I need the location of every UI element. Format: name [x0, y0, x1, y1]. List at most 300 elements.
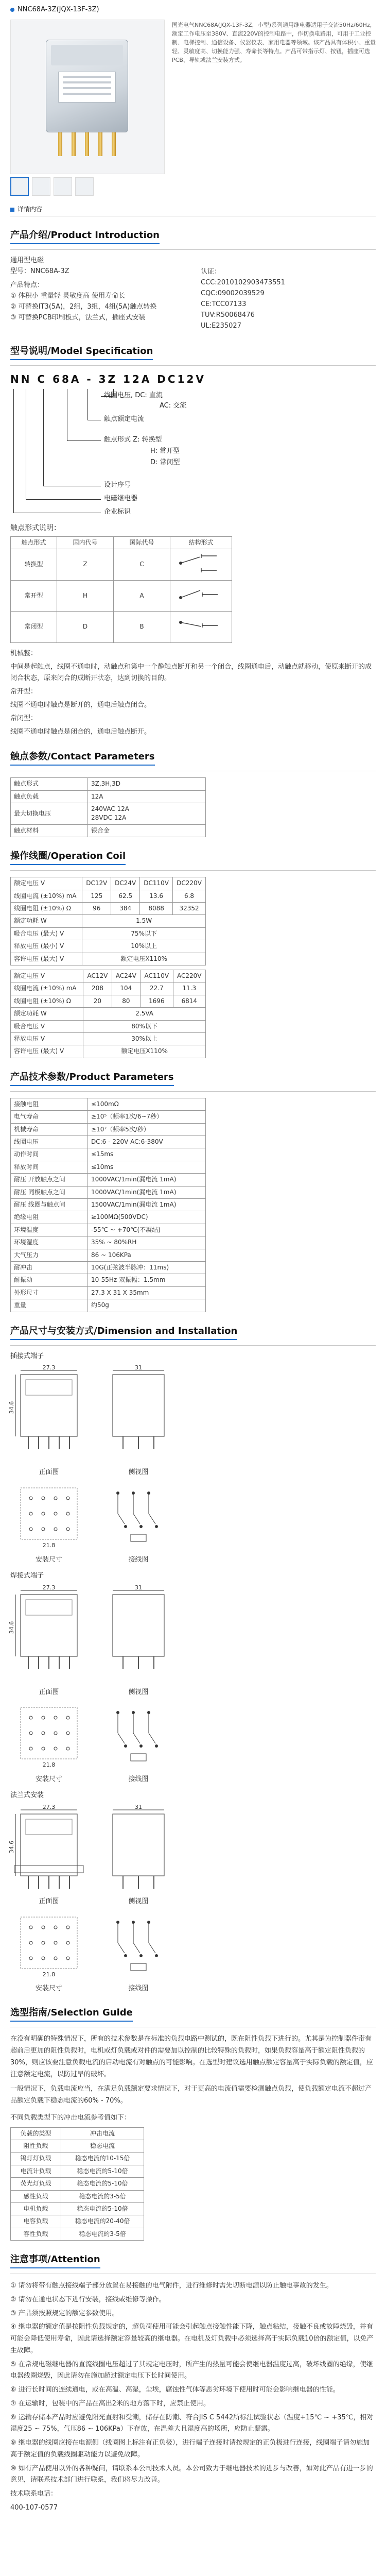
title-bullet-icon	[10, 8, 14, 12]
table-cell: 额定电压X110%	[82, 953, 206, 965]
table-row	[11, 1186, 206, 1198]
table-header: AC12V	[83, 970, 112, 982]
table-cell: 线圈电流 (±10%) mA	[11, 982, 83, 995]
table-cell: 稳态电流的10-15倍	[61, 2153, 144, 2165]
table-cell: 释放电压 (最小) V	[11, 940, 82, 953]
wiring-caption: 接线图	[128, 1775, 149, 1784]
table-cell: 额定电压X110%	[83, 1045, 206, 1058]
table-row	[11, 1098, 206, 1110]
ac-coil-table	[10, 970, 206, 1058]
table-header: 国内代号	[57, 536, 114, 549]
table-cell: 线圈电压	[11, 1136, 88, 1148]
table-row	[11, 2178, 144, 2190]
attention-item: 400-107-0577	[10, 2503, 58, 2512]
dimension-group	[10, 1791, 376, 1994]
table-cell: 稳态电流的3-5倍	[61, 2228, 144, 2240]
table-header: 额定电压 V	[11, 877, 82, 890]
table-cell: 接触电阻	[11, 1098, 88, 1110]
table-cell: 6.8	[173, 890, 206, 902]
table-row	[11, 2215, 144, 2228]
side-view-drawing	[100, 1804, 177, 1907]
table-header: 冲击电流	[61, 2127, 144, 2140]
table-cell: 容许电压 (最大) V	[11, 953, 82, 965]
table-cell: 8088	[140, 903, 173, 915]
legend-rated-current: 触点额定电流	[104, 415, 145, 423]
table-cell: 常开型	[11, 580, 57, 611]
contact-params-heading: 触点参数/Contact Parameters	[10, 750, 155, 766]
table-cell: 电机负载	[11, 2202, 61, 2215]
table-cell: 35% ~ 80%RH	[88, 1236, 206, 1249]
table-row	[11, 1211, 206, 1224]
feature-item: ③ 可替换PCB印刷板式，法兰式，插座式安装	[10, 313, 146, 321]
contact-form-heading: 触点形式说明：	[10, 523, 61, 532]
table-cell: 释放电压 V	[11, 1032, 83, 1045]
details-tab-label: 详情内容	[17, 206, 43, 213]
table-row	[11, 927, 206, 940]
table-cell: 额定功耗 W	[11, 1008, 83, 1020]
legend-coil-voltage: 线圈电压, DC: 直流	[104, 391, 163, 399]
notes-item: 常闭型：	[10, 714, 38, 722]
table-cell: 吸合电压 (最大) V	[11, 927, 82, 940]
side-view-caption: 侧视图	[128, 1897, 149, 1905]
svg-text:34.6: 34.6	[8, 1621, 15, 1634]
table-cell: 104	[112, 982, 140, 995]
table-cell: 钨灯灯负载	[11, 2153, 61, 2165]
thumbnail-image[interactable]	[54, 177, 72, 196]
table-cell: 线圈电阻 (±10%) Ω	[11, 903, 82, 915]
svg-text:21.8: 21.8	[42, 1971, 56, 1978]
wiring-diagram	[100, 1912, 177, 1994]
thumbnail-image[interactable]	[75, 177, 94, 196]
selection-table-note: 不同负载类型下的冲击电流参考值如下：	[10, 2113, 131, 2122]
table-cell: 感性负载	[11, 2190, 61, 2202]
table-cell: 80	[112, 995, 140, 1007]
table-cell: Z	[57, 549, 114, 580]
normally-closed-diagram	[170, 612, 232, 642]
table-cell: 环境温度	[11, 1224, 88, 1236]
intro-model: 型号：NNC68A-3Z	[10, 267, 69, 276]
cert-item: UL:E235027	[201, 321, 241, 330]
table-cell: 耐压 开放触点之间	[11, 1174, 88, 1186]
table-cell: 75%以下	[82, 927, 206, 940]
table-cell: 银合金	[88, 824, 206, 837]
table-cell: 机械寿命	[11, 1123, 88, 1136]
attention-heading: 注意事项/Attention	[10, 2253, 100, 2268]
legend-normally-open: H: 常开型	[150, 447, 180, 455]
table-cell: 稳态电流的3-5倍	[61, 2190, 144, 2202]
table-cell: ≤100mΩ	[88, 1098, 206, 1110]
table-cell: 1696	[141, 995, 173, 1007]
attention-item: ⑨ 继电器的线圈应接在电源侧（线圈图上标注有正负极），进行端子连接时请按规定的正负极进行连接，线圈端子请勿施加高于额定值的负载线圈驱动能力以避免故障。	[10, 2439, 370, 2459]
table-row	[11, 890, 206, 902]
front-view-caption: 正面图	[39, 1468, 59, 1477]
table-cell: 转换型	[11, 549, 57, 580]
table-row	[11, 940, 206, 953]
intro-section	[10, 229, 376, 332]
table-row	[11, 982, 206, 995]
table-row	[11, 1249, 206, 1261]
table-header: DC24V	[111, 877, 140, 890]
table-row	[11, 790, 206, 803]
table-cell: ≥10⁷（频率5次/秒）	[88, 1123, 206, 1136]
dimension-group-title: 插接式端子	[10, 1352, 44, 1360]
table-cell: 环境湿度	[11, 1236, 88, 1249]
dimension-group	[10, 1352, 376, 1565]
feature-item: ① 体积小 重量轻 灵敏度高 使用寿命长	[10, 292, 126, 300]
model-heading: 型号说明/Model Specification	[10, 345, 153, 360]
svg-text:27.3: 27.3	[42, 1584, 56, 1591]
relay-label-icon	[58, 72, 116, 103]
svg-text:34.6: 34.6	[8, 1840, 15, 1854]
wiring-caption: 接线图	[128, 1985, 149, 1993]
table-cell: 10G(正弦波半脉冲：11ms)	[88, 1261, 206, 1274]
side-view-caption: 侧视图	[128, 1468, 149, 1477]
selection-para: 在没有明确的特殊情况下，所有的技术参数是在标准的负载电路中测试的，既在阻性负载下进行的。尤其是为控制器件带有超前后更加的阻性负载时，电机或灯负载或对件的需要加以控制的比较特殊的负载时，如果负载容量高于额定阻性负载的30%，则应该要注意负载电流的启动电流有对触点的可能影响。在选型时建议选用触点额定容量高于实际负载的额定值，应注意额定电流，以防过早的破坏。	[10, 2035, 373, 2078]
table-cell: 1.5W	[82, 915, 206, 927]
table-cell: A	[114, 580, 170, 611]
table-header: 额定电压 V	[11, 970, 83, 982]
table-row	[11, 915, 206, 927]
table-row	[11, 2202, 144, 2215]
legend-relay: 电磁继电器	[104, 494, 138, 502]
notes-item: 常开型：	[10, 687, 38, 696]
dc-coil-table	[10, 877, 206, 965]
legend-contact-form: 触点形式 Z: 转换型	[104, 435, 162, 444]
table-cell: 62.5	[111, 890, 140, 902]
changeover-contact-diagram	[170, 549, 232, 580]
table-cell: 27.3 X 31 X 35mm	[88, 1286, 206, 1299]
product-main-image[interactable]	[10, 20, 165, 174]
table-cell: 稳态电流的5-10倍	[61, 2165, 144, 2177]
table-row	[11, 1045, 206, 1058]
notes-item: 线圈不通电时触点是闭合的，通电后触点断开。	[10, 728, 151, 736]
table-cell: DC:6 - 220V AC:6-380V	[88, 1136, 206, 1148]
table-cell: 1000VAC/1min(漏电流 1mA)	[88, 1174, 206, 1186]
svg-text:27.3: 27.3	[42, 1364, 56, 1371]
table-cell: 10%以上	[82, 940, 206, 953]
table-cell: 耐振动	[11, 1274, 88, 1286]
table-cell: ≥10⁵（频率1次/6~7秒）	[88, 1111, 206, 1123]
wiring-caption: 接线图	[128, 1555, 149, 1564]
table-cell: 2.5VA	[83, 1008, 206, 1020]
side-view-caption: 侧视图	[128, 1688, 149, 1696]
thumbnail-image[interactable]	[10, 177, 29, 196]
table-row	[11, 1111, 206, 1123]
normally-open-diagram	[170, 580, 232, 611]
svg-text:27.3: 27.3	[42, 1803, 56, 1810]
table-cell: 额定功耗 W	[11, 915, 82, 927]
tech-section	[10, 1071, 376, 1312]
table-row	[11, 1020, 206, 1032]
mounting-drawing	[10, 1483, 87, 1565]
relay-pin-icon	[112, 132, 116, 156]
table-row	[11, 953, 206, 965]
cert-item: CE:TCC07133	[201, 300, 247, 309]
cert-item: CCC:2010102903473551	[201, 279, 285, 287]
contact-form-table	[10, 536, 232, 643]
selection-heading: 选型指南/Selection Guide	[10, 2006, 133, 2022]
model-legend-diagram	[10, 389, 376, 518]
legend-ac: AC: 交流	[160, 401, 187, 410]
svg-text:31: 31	[135, 1364, 142, 1371]
dimension-group	[10, 1571, 376, 1785]
table-row	[11, 1274, 206, 1286]
product-description: 国光电气NNC68A(JQX-13F-3Z，小型)系列通用继电器适用于交流50Hz/60Hz，额定工作电压至380V、直流220V的控制电路中，作切换电路用，可用于工业控制、电梯控制、通信设备、仪器仪表、家用电器等领域。该产品具有体积小、重量轻、灵敏度高、切换能力强、寿命长等特点。产品可带指示灯、按钮，插座可选PCB、导轨或法兰安装方式。	[172, 22, 376, 64]
table-cell: 动作时间	[11, 1148, 88, 1161]
table-header: AC220V	[173, 970, 205, 982]
table-row	[11, 1299, 206, 1312]
table-cell: 96	[82, 903, 111, 915]
table-cell: 86 ~ 106KPa	[88, 1249, 206, 1261]
product-title: NNC68A-3Z(JQX-13F-3Z)	[17, 5, 99, 13]
table-row	[11, 2228, 144, 2240]
svg-text:31: 31	[135, 1584, 142, 1591]
legend-design-no: 设计序号	[104, 481, 131, 489]
intro-type: 通用型电磁	[10, 257, 44, 265]
table-cell: 阻性负载	[11, 2140, 61, 2152]
cert-label: 认证：	[201, 268, 221, 276]
front-view-drawing	[10, 1364, 87, 1478]
table-header: 结构形式	[170, 536, 232, 549]
side-view-drawing	[100, 1584, 177, 1698]
legend-normally-closed: D: 常闭型	[150, 458, 180, 466]
table-cell: 大气压力	[11, 1249, 88, 1261]
relay-pin-icon	[72, 132, 76, 156]
side-view-drawing	[100, 1364, 177, 1478]
table-cell: 电流计负载	[11, 2165, 61, 2177]
table-row	[11, 1224, 206, 1236]
table-cell: 1000VAC/1min(漏电流 1mA)	[88, 1186, 206, 1198]
table-cell: 触点形式	[11, 778, 88, 790]
table-cell: 容性负载	[11, 2228, 61, 2240]
product-title-bar	[10, 4, 376, 15]
table-cell: 重量	[11, 1299, 88, 1312]
table-cell: -55℃ ~ +70℃(不凝结)	[88, 1224, 206, 1236]
table-cell: 32352	[173, 903, 206, 915]
attention-item: ⑤ 在常规电磁继电器的直流线圈电压超过了其规定电压时，所产生的热量可能会使继电器温度过高，破坏线圈的绝缘，使继电器线圈烧毁，因此请勿在施加超过额定电压下长时间使用。	[10, 2360, 373, 2380]
table-cell: 12A	[88, 790, 206, 803]
coil-heading: 操作线圈/Operation Coil	[10, 850, 126, 865]
table-header: 负载的类型	[11, 2127, 61, 2140]
table-header: 国际代号	[114, 536, 170, 549]
table-row	[11, 1032, 206, 1045]
table-row	[11, 1148, 206, 1161]
table-cell: 线圈电阻 (±10%) Ω	[11, 995, 83, 1007]
table-cell: 荧光灯负载	[11, 2178, 61, 2190]
selection-section	[10, 2006, 376, 2241]
feature-item: ② 可替换IT3(5A)，2组，3组，4组(5A)触点转换	[10, 302, 157, 311]
table-header: DC12V	[82, 877, 111, 890]
table-cell: H	[57, 580, 114, 611]
table-cell: 3Z,3H,3D	[88, 778, 206, 790]
table-header-row	[11, 970, 206, 982]
table-cell: ≤10ms	[88, 1161, 206, 1173]
product-gallery	[10, 20, 165, 196]
tech-heading: 产品技术参数/Product Parameters	[10, 1071, 174, 1086]
table-cell: 11.3	[173, 982, 205, 995]
table-cell: 13.6	[140, 890, 173, 902]
dimension-heading: 产品尺寸与安装方式/Dimension and Installation	[10, 1325, 237, 1340]
table-row	[11, 1161, 206, 1173]
mounting-drawing	[10, 1702, 87, 1785]
table-cell: D	[57, 612, 114, 642]
table-cell: 稳态电流	[61, 2140, 144, 2152]
table-cell: 耐冲击	[11, 1261, 88, 1274]
relay-pin-icon	[58, 132, 62, 156]
table-cell: 约50g	[88, 1299, 206, 1312]
table-cell: 6814	[173, 995, 205, 1007]
table-row	[11, 803, 206, 825]
table-cell: 稳态电流的5-10倍	[61, 2178, 144, 2190]
table-cell: 240VAC 12A 28VDC 12A	[88, 803, 206, 825]
table-row	[11, 1198, 206, 1211]
svg-text:34.6: 34.6	[8, 1401, 15, 1414]
table-row	[11, 1008, 206, 1020]
contact-params-table	[10, 777, 206, 837]
notes-title: 机械整：	[10, 649, 38, 657]
table-row	[11, 1286, 206, 1299]
relay-top-icon	[51, 45, 123, 65]
table-row	[11, 1136, 206, 1148]
table-row	[11, 2140, 144, 2152]
relay-pin-icon	[85, 132, 89, 156]
table-row	[11, 2190, 144, 2202]
table-cell: 稳态电流的5-10倍	[61, 2202, 144, 2215]
table-cell: 触点负载	[11, 790, 88, 803]
table-cell: 外形尺寸	[11, 1286, 88, 1299]
mounting-caption: 安装尺寸	[35, 1985, 62, 1993]
table-row	[11, 824, 206, 837]
attention-item: ② 请勿在通电状态下进行安装，接线或维修等操作。	[10, 2295, 166, 2303]
table-cell: 125	[82, 890, 111, 902]
table-header: DC220V	[173, 877, 206, 890]
cert-item: TUV:R50068476	[201, 311, 255, 319]
features-label: 产品特点：	[10, 281, 44, 290]
mounting-drawing	[10, 1912, 87, 1994]
table-cell: ≥100MΩ(500VDC)	[88, 1211, 206, 1224]
attention-item: ⑦ 在运输时，包装中的产品在高出2米的地方落下时，应禁止使用。	[10, 2399, 210, 2408]
table-cell: C	[114, 549, 170, 580]
contact-params-section	[10, 750, 376, 837]
attention-item: ④ 继电器的额定值是按阻性负载规定的，超负荷使用可能会引起触点接触性能下降，触点粘结，接触不良或故障烧毁，并有可能会降低使用寿命，因此请选择额定容量较高的继电器。在电机及灯负载中必须选择高于实际负载10倍的额定值，以免产生故障。	[10, 2323, 374, 2354]
svg-text:31: 31	[135, 1803, 142, 1810]
wiring-diagram	[100, 1702, 177, 1785]
mounting-caption: 安装尺寸	[35, 1555, 62, 1564]
legend-company: 企业标识	[104, 507, 131, 516]
attention-item: ⑧ 运输存储本产品时应避免阳光直射和受潮，储存在防潮、符合JIS C 5442所标注试验状态（温度+15℃ ~ +35℃，相对湿度25 ~ 75%，气压86 ~ 106KPa）下存放，在温差大且湿度高的场所，应防止凝露。	[10, 2413, 374, 2433]
table-row	[11, 2165, 144, 2177]
attention-section	[10, 2253, 376, 2514]
details-tab[interactable]	[10, 205, 376, 214]
table-cell: 耐压 同极触点之间	[11, 1186, 88, 1198]
table-cell: 电气寿命	[11, 1111, 88, 1123]
table-row	[11, 580, 232, 611]
table-header: AC24V	[112, 970, 140, 982]
attention-item: ⑩ 如有产品使用以外的各种疑问，请联系本公司技术人员。本公司致力于继电器技术的进步与改善，如对此产品有进一步的意见，请联系技术部门进行联系，我们将尽力改善。	[10, 2464, 373, 2484]
table-cell: 绝缘电阻	[11, 1211, 88, 1224]
table-cell: 1500VAC/1min(漏电流 1mA)	[88, 1198, 206, 1211]
notes-item: 中间是起触点，线圈不通电时，动触点和第中一个静触点断开和另一个闭合，线圈通电后，动触点就移动，使原来断开的成闭合状态，原来闭合的成断开状态，达到切换的目的。	[10, 663, 372, 682]
table-row	[11, 549, 232, 580]
table-row	[11, 995, 206, 1007]
attention-item: 技术联系电话：	[10, 2490, 58, 2498]
front-view-caption: 正面图	[39, 1897, 59, 1905]
table-cell: 80%以下	[83, 1020, 206, 1032]
dimension-section	[10, 1325, 376, 1994]
table-row	[11, 903, 206, 915]
table-cell: 常闭型	[11, 612, 57, 642]
thumbnail-strip	[10, 177, 165, 196]
table-cell: 20	[83, 995, 112, 1007]
contact-form-section	[10, 523, 376, 738]
mounting-caption: 安装尺寸	[35, 1775, 62, 1784]
model-code: NN C 68A - 3Z 12A DC12V	[10, 372, 206, 385]
front-view-caption: 正面图	[39, 1688, 59, 1696]
dimension-group-title: 法兰式安装	[10, 1791, 44, 1800]
attention-item: ⑥ 进行长时间的连续通电，或在高温、高湿，尘埃，腐蚀性气体等恶劣环境下使用时可能会影响继电器的性能。	[10, 2386, 340, 2394]
intro-heading: 产品介绍/Product Introduction	[10, 229, 160, 244]
table-row	[11, 612, 232, 642]
front-view-drawing	[10, 1584, 87, 1698]
table-cell: 释放时间	[11, 1161, 88, 1173]
dimension-group-title: 焊接式端子	[10, 1571, 44, 1580]
table-row	[11, 1123, 206, 1136]
table-cell: 30%以上	[83, 1032, 206, 1045]
hero	[10, 20, 376, 196]
table-cell: 22.7	[141, 982, 173, 995]
svg-text:21.8: 21.8	[42, 1542, 56, 1549]
table-cell: 容许电压 (最大) V	[11, 1045, 83, 1058]
attention-item: ① 请勿将带有触点接线端子部分放置在易接触的电气附件，进行维修时需先切断电源以防止触电事故的发生。	[10, 2282, 333, 2290]
table-cell: 电容负载	[11, 2215, 61, 2228]
table-row	[11, 778, 206, 790]
table-cell: 384	[111, 903, 140, 915]
front-view-drawing	[10, 1804, 87, 1907]
table-cell: 208	[83, 982, 112, 995]
table-header: DC110V	[140, 877, 173, 890]
relay-pin-icon	[98, 132, 102, 156]
table-row	[11, 1261, 206, 1274]
table-cell: 10-55Hz 双振幅：1.5mm	[88, 1274, 206, 1286]
table-row	[11, 1174, 206, 1186]
table-cell: B	[114, 612, 170, 642]
thumbnail-image[interactable]	[32, 177, 50, 196]
table-cell: ≤15ms	[88, 1148, 206, 1161]
tech-params-table	[10, 1098, 206, 1312]
table-header: AC110V	[141, 970, 173, 982]
selection-para: 一般情况下，负载电流应当，在满足负载额定要求情况下，对于更高的电流值需要检测触点负载，使负载额定电流不超过产品额定负载下稳态电流的60% - 70%。	[10, 2085, 372, 2105]
notes-item: 线圈不通电时触点是断开的，通电后触点闭合。	[10, 701, 151, 709]
model-section	[10, 345, 376, 518]
contact-notes	[10, 648, 376, 738]
table-header-row	[11, 877, 206, 890]
table-header: 触点形式	[11, 536, 57, 549]
table-cell: 吸合电压 V	[11, 1020, 83, 1032]
table-cell: 线圈电流 (±10%) mA	[11, 890, 82, 902]
svg-text:21.8: 21.8	[42, 1761, 56, 1769]
table-row	[11, 1236, 206, 1249]
cert-item: CQC:09002039529	[201, 290, 265, 298]
table-cell: 触点材料	[11, 824, 88, 837]
load-type-table	[10, 2127, 144, 2241]
wiring-diagram	[100, 1483, 177, 1565]
table-cell: 耐压 线圈与触点间	[11, 1198, 88, 1211]
attention-item: ③ 产品须按照规定的额定参数使用。	[10, 2309, 119, 2317]
table-row	[11, 2153, 144, 2165]
details-square-icon	[10, 208, 14, 212]
table-cell: 最大切换电压	[11, 803, 88, 825]
table-cell: 稳态电流的20-40倍	[61, 2215, 144, 2228]
